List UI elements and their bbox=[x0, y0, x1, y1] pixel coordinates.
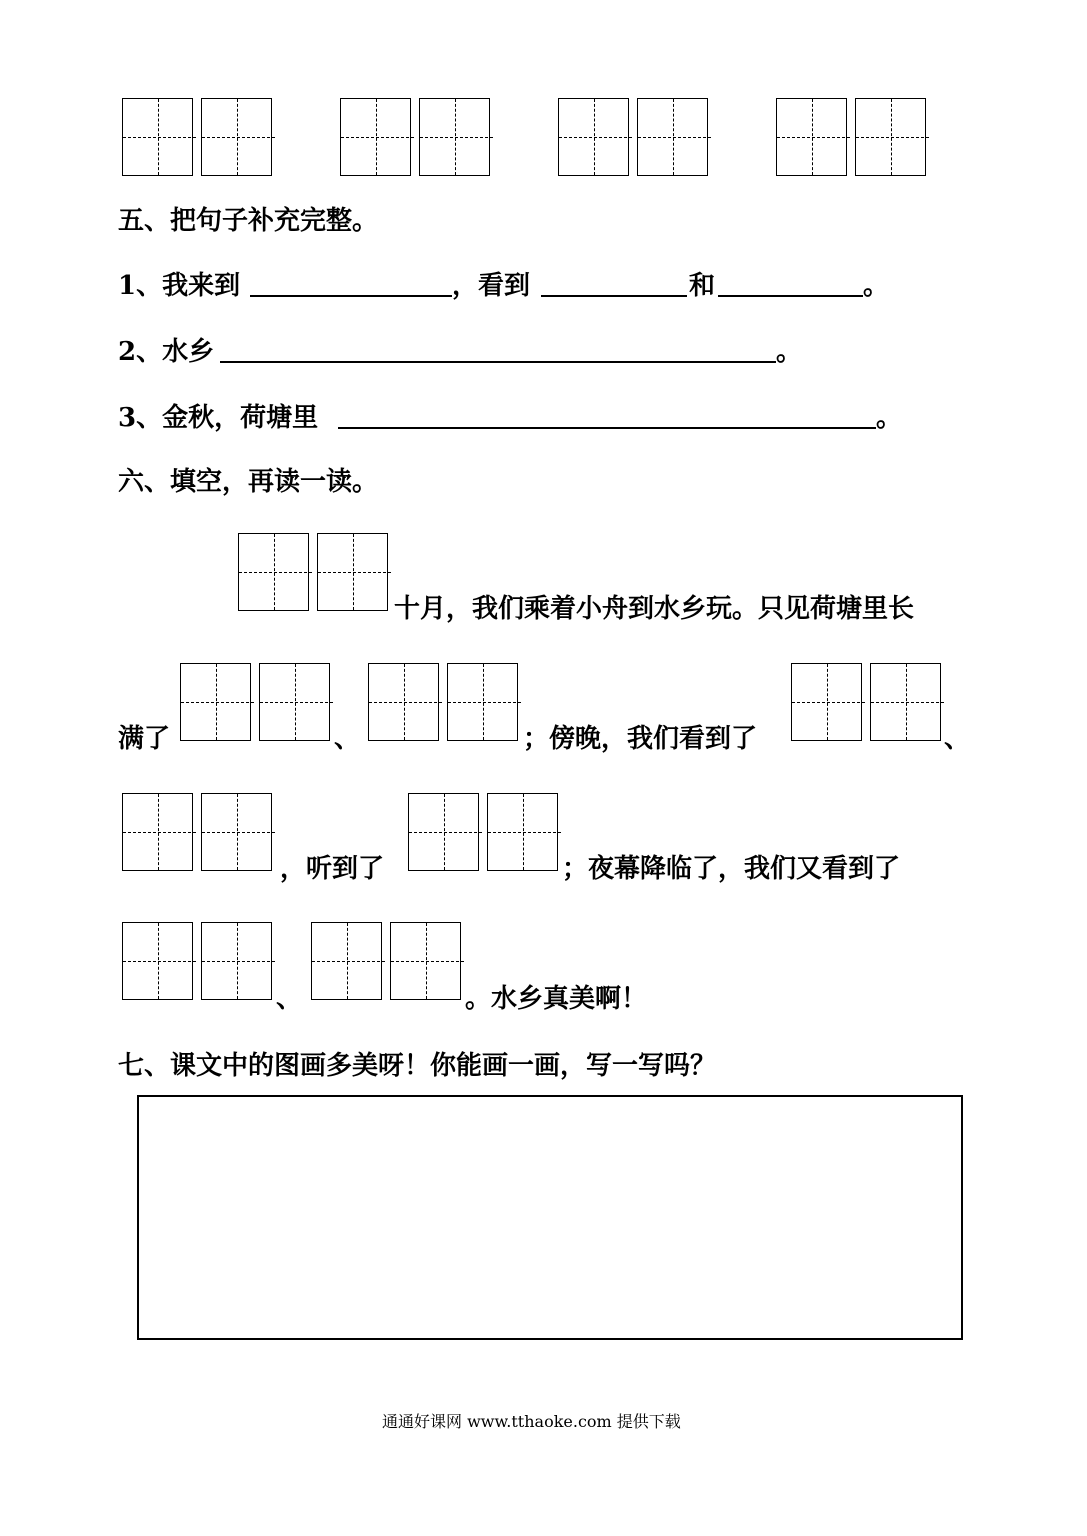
writing-box[interactable] bbox=[558, 98, 629, 176]
section5-item2-end: 。 bbox=[776, 337, 803, 367]
section6-line1-text: 十月，我们乘着小舟到水乡玩。只见荷塘里长 bbox=[394, 594, 915, 624]
section6-line4-sep: 、 bbox=[276, 984, 303, 1014]
writing-box[interactable] bbox=[317, 533, 388, 611]
writing-box[interactable] bbox=[238, 533, 309, 611]
writing-box[interactable] bbox=[122, 922, 193, 1000]
writing-box[interactable] bbox=[855, 98, 926, 176]
section5-item1-end: 。 bbox=[863, 271, 890, 301]
writing-box[interactable] bbox=[390, 922, 461, 1000]
writing-box[interactable] bbox=[122, 98, 193, 176]
writing-box[interactable] bbox=[259, 663, 330, 741]
section5-item1-blank2[interactable] bbox=[541, 295, 687, 297]
drawing-area[interactable] bbox=[137, 1095, 963, 1340]
section6-line2-end: 、 bbox=[944, 724, 971, 754]
section6-line2-prefix: 满了 bbox=[118, 724, 171, 754]
writing-box[interactable] bbox=[776, 98, 847, 176]
writing-box[interactable] bbox=[340, 98, 411, 176]
writing-box[interactable] bbox=[487, 793, 558, 871]
writing-box[interactable] bbox=[201, 922, 272, 1000]
writing-box[interactable] bbox=[870, 663, 941, 741]
section7-heading: 七、课文中的图画多美呀！你能画一画，写一写吗？ bbox=[118, 1051, 717, 1081]
writing-box[interactable] bbox=[122, 793, 193, 871]
writing-box[interactable] bbox=[408, 793, 479, 871]
section5-item1-prefix: 1、我来到 bbox=[118, 271, 241, 301]
writing-box[interactable] bbox=[447, 663, 518, 741]
writing-box[interactable] bbox=[791, 663, 862, 741]
section6-line4-end: 。水乡真美啊！ bbox=[465, 984, 648, 1014]
section6-line3-end: ；夜幕降临了，我们又看到了 bbox=[562, 854, 901, 884]
writing-box[interactable] bbox=[637, 98, 708, 176]
footer-text: 通通好课网 www.tthaoke.com 提供下载 bbox=[382, 1412, 681, 1431]
section5-item3-blank[interactable] bbox=[338, 427, 876, 429]
writing-box[interactable] bbox=[311, 922, 382, 1000]
writing-box[interactable] bbox=[180, 663, 251, 741]
section5-item2-blank[interactable] bbox=[220, 361, 776, 363]
writing-box[interactable] bbox=[201, 793, 272, 871]
section6-line2-mid: ；傍晚，我们看到了 bbox=[523, 724, 758, 754]
section5-item1-mid2: 和 bbox=[689, 271, 716, 301]
writing-box[interactable] bbox=[419, 98, 490, 176]
section5-item2-prefix: 2、水乡 bbox=[118, 337, 215, 367]
section6-heading: 六、填空，再读一读。 bbox=[118, 467, 379, 497]
section5-item3-end: 。 bbox=[876, 403, 903, 433]
section5-item1-mid1: ，看到 bbox=[452, 271, 531, 301]
section6-line3-mid: ，听到了 bbox=[280, 854, 385, 884]
section6-line2-sep: 、 bbox=[334, 724, 361, 754]
section5-item1-blank3[interactable] bbox=[718, 295, 863, 297]
section5-heading: 五、把句子补充完整。 bbox=[118, 206, 379, 236]
writing-box[interactable] bbox=[201, 98, 272, 176]
section5-item3-prefix: 3、金秋，荷塘里 bbox=[118, 403, 319, 433]
writing-box[interactable] bbox=[368, 663, 439, 741]
section5-item1-blank1[interactable] bbox=[250, 295, 452, 297]
